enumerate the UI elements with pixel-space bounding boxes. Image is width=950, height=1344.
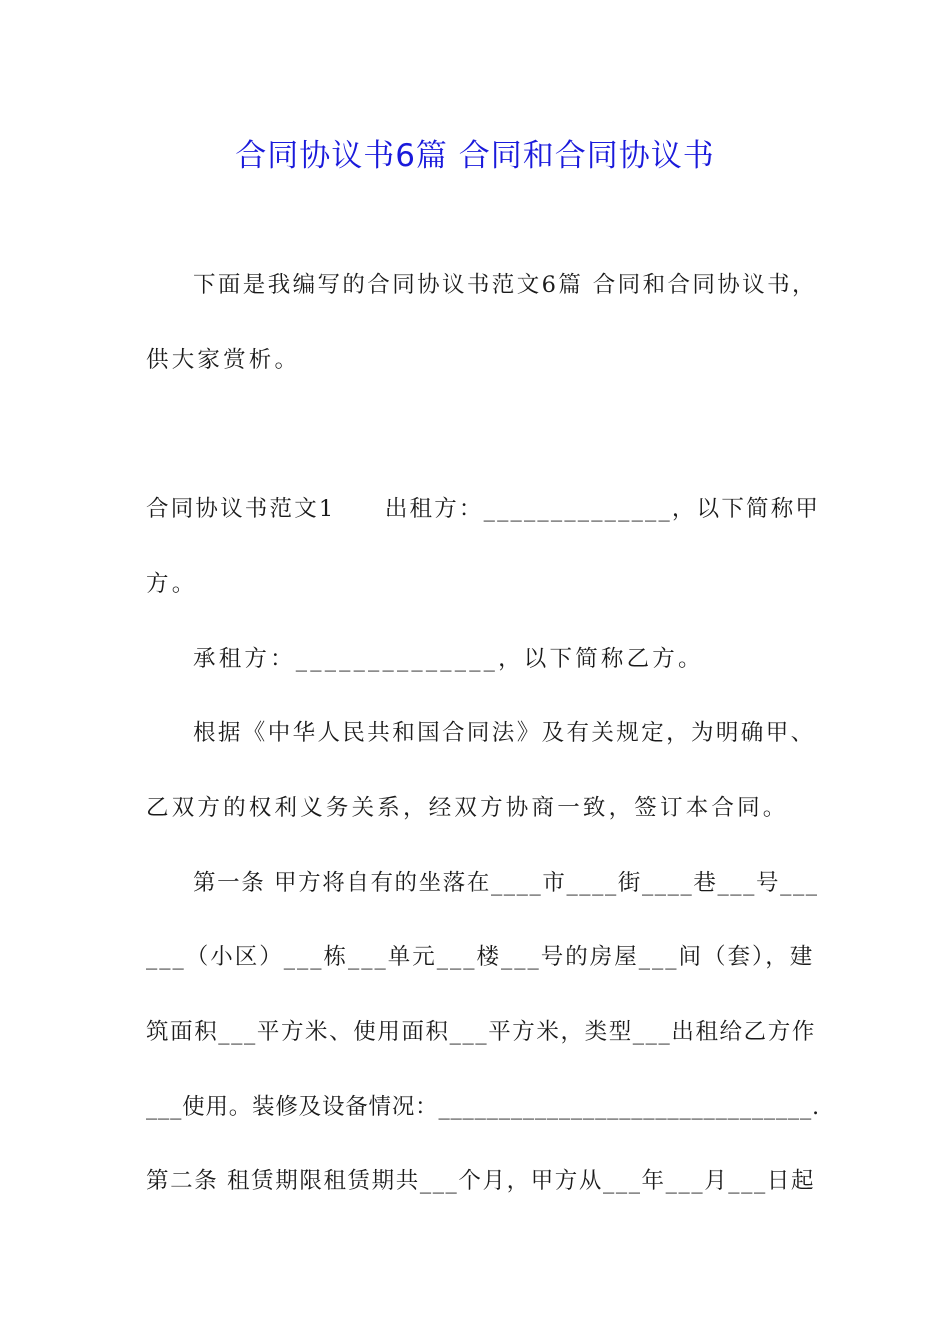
paragraph-line: 方。 — [146, 571, 198, 597]
paragraph-line: 合同协议书范文1 出租方：______________，以下简称甲 — [146, 496, 821, 522]
paragraph-line: 乙双方的权利义务关系，经双方协商一致，签订本合同。 — [146, 795, 789, 821]
paragraph-line: ___使用。装修及设备情况：_______________________________. — [146, 1094, 820, 1120]
paragraph-line: 供大家赏析。 — [146, 347, 301, 373]
page-title: 合同协议书6篇 合同和合同协议书 — [235, 138, 715, 174]
paragraph-line: 下面是我编写的合同协议书范文6篇 合同和合同协议书， — [193, 272, 817, 298]
paragraph-line: 承租方：______________，以下简称乙方。 — [193, 646, 704, 672]
paragraph-line: 第二条 租赁期限租赁期共___个月，甲方从___年___月___日起 — [146, 1168, 816, 1194]
paragraph-line: ___（小区）___栋___单元___楼___号的房屋___间（套），建 — [146, 944, 815, 970]
paragraph-line: 第一条 甲方将自有的坐落在____市____街____巷___号___ — [193, 870, 819, 896]
paragraph-line: 筑面积___平方米、使用面积___平方米，类型___出租给乙方作 — [146, 1019, 816, 1045]
paragraph-line: 根据《中华人民共和国合同法》及有关规定，为明确甲、 — [193, 720, 816, 746]
